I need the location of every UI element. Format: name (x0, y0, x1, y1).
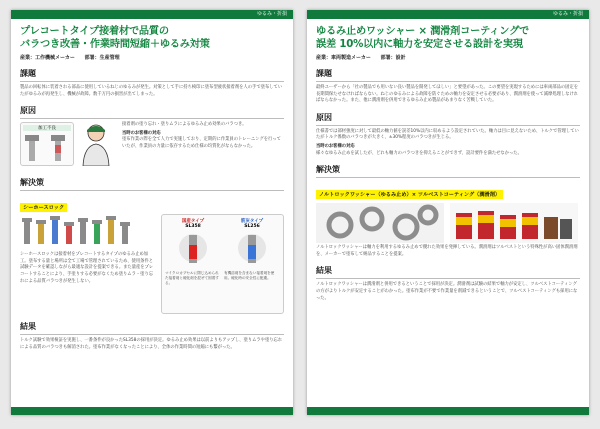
type1-code: SL358 (185, 224, 201, 230)
worker-icon (78, 122, 114, 166)
section-solution: 解決策 (316, 164, 580, 178)
page-title: プレコートタイプ接着材で品質の バラつき改善・作業時間短縮＋ゆるみ対策 (20, 26, 210, 50)
issue-text: 最終ユーザーから「社の製品でも用いない良い製品を開発してほしい」と要望があった。この要望を実現するためには車両部品の固定を長期間保たせなければならない。ねじのゆるみによる故障を防ぐための軸力を安定させる必要があり、潤滑剤を使って減摩処理しなければならなかった。また、他に潤滑剤を併用できるゆるみ止め製品があまりなく苦戦していた。 (316, 85, 579, 104)
section-issue: 課題 (316, 68, 580, 82)
washers-photo-icon (316, 203, 444, 243)
footer-bar (11, 407, 293, 415)
meta-info: 産業：車両製造メーカー 部署：設計 (316, 55, 406, 61)
type2-note: 有機溶剤を含まない接着剤を使用。硬化時の安全性に配慮。 (224, 271, 275, 281)
cause-text: 接着剤の塗り忘れ・塗りムラによるゆるみ止め効果のバラつき。 (122, 122, 247, 128)
footer-bar (307, 407, 589, 415)
case-study-page-right (307, 10, 589, 415)
section-result: 結果 (316, 265, 580, 279)
coating-cans-icon (450, 203, 578, 243)
bolt-blue-icon (237, 229, 267, 267)
type1-label: 国産タイプ (181, 219, 205, 225)
cause-figure (20, 122, 116, 170)
product-photos (316, 203, 580, 243)
screws-photo-icon (20, 214, 150, 248)
figure-label: 加工不良 (23, 125, 71, 131)
section-solution: 解決策 (20, 177, 284, 191)
category-tag: ゆるみ・折損 (307, 10, 589, 19)
cause-text: 仕様書では部材強度に対して最低の軸力値を誤差10%以内に収めるよう設定されていた。軸力は目に見えないため、トルクで管理していたがトルク係数のバラつきが大きく、±30%程度のバラつきが生じる。 (316, 128, 579, 141)
type2-code: SL256 (244, 224, 260, 230)
category-tag: ゆるみ・折損 (11, 10, 293, 19)
type2-label: 筋灰タイプ (240, 219, 264, 225)
bolt-diagram-icon (21, 133, 71, 163)
issue-text: 製品の回転体に装着される部品に使用しているねじのゆるみが発生。対策として手に持ち検印に塗布型液状接着剤を人の手で塗布していたがゆるみが再発生し、機械が故障。数千万円の損害が出てしまった。 (20, 85, 283, 97)
bolt-red-icon (178, 229, 208, 267)
solution-text: シーホースロックは接着材をプレコートするタイプのゆるみ止め加工。塗布する量と場所は全て工場で管理されているため、使用条件と試験データを確認しながら最適な設計を提案できる。また量産をプレコートすることにより、手塗りする必要がなくため塗りムラ・塗り忘れによる品質バラつきが発生しない。 (20, 252, 154, 284)
type1-note: マイクロカプセルに閉じ込められた接着剤と硬化剤を混ぜて固着する。 (165, 271, 219, 286)
cause-subheading: 当時のお客様の対応 (316, 143, 355, 149)
section-result: 結果 (20, 321, 284, 335)
cause-text-2: 様々なゆるみ止めを試したが、どれも軸力のバラつきを抑えることができず、設計要件を満たせなかった。 (316, 150, 522, 156)
product-name-highlight: シーホースロック (20, 203, 67, 212)
solution-text: ノルトロックワッシャーは軸力を利用するゆるみ止めで優れた効果を発揮している。潤滑剤はツルベストという特殊性が高い固体潤滑剤を、メーカーで塗布して納品することを提案。 (316, 245, 578, 257)
product-types-panel (161, 214, 284, 314)
page-title: ゆるみ止めワッシャー × 潤滑剤コーティングで 誤差 10%以内に軸力を安定させる設計を実現 (316, 26, 530, 50)
cause-text-2: 塗布作業の際を全て人力で実施しており、定期的に作業員のトレーニングを行っていたが、作業員の力量に依存するため仕様の均質化がならなかった。 (122, 137, 281, 149)
meta-info: 産業：工作機械メーカー 部署：生産管理 (20, 55, 120, 61)
cause-subheading: 当時のお客様の対応 (122, 130, 161, 136)
result-text: トルク試験で効果検証を実施し、一番条件が良かったSL358の採用が決定。ゆるみ止め効果は以前よりもアップし、塗りムラや塗り忘れによる品質のバラつきも解消された。塗布作業がなくなったことにより、全体の作業時間の短縮にも繋がった。 (20, 338, 283, 350)
product-name-highlight: ノルトロックワッシャー（ゆるみ止め）× ツルベストコーティング（潤滑剤） (316, 190, 503, 199)
case-study-page-left (11, 10, 293, 415)
section-issue: 課題 (20, 68, 284, 82)
section-cause: 原因 (316, 112, 580, 126)
section-cause: 原因 (20, 105, 284, 119)
result-text: ノルトロックワッシャーは潤滑剤と併用できるということで採用が決定。潤滑剤は試験の結果で軸力が安定し、ツルベストコーティングの方がよりトルクが安定することがわかった。塗布作業が不要で作業量を削減できるということで、ツルベストコーティングも採用になった。 (316, 282, 578, 301)
